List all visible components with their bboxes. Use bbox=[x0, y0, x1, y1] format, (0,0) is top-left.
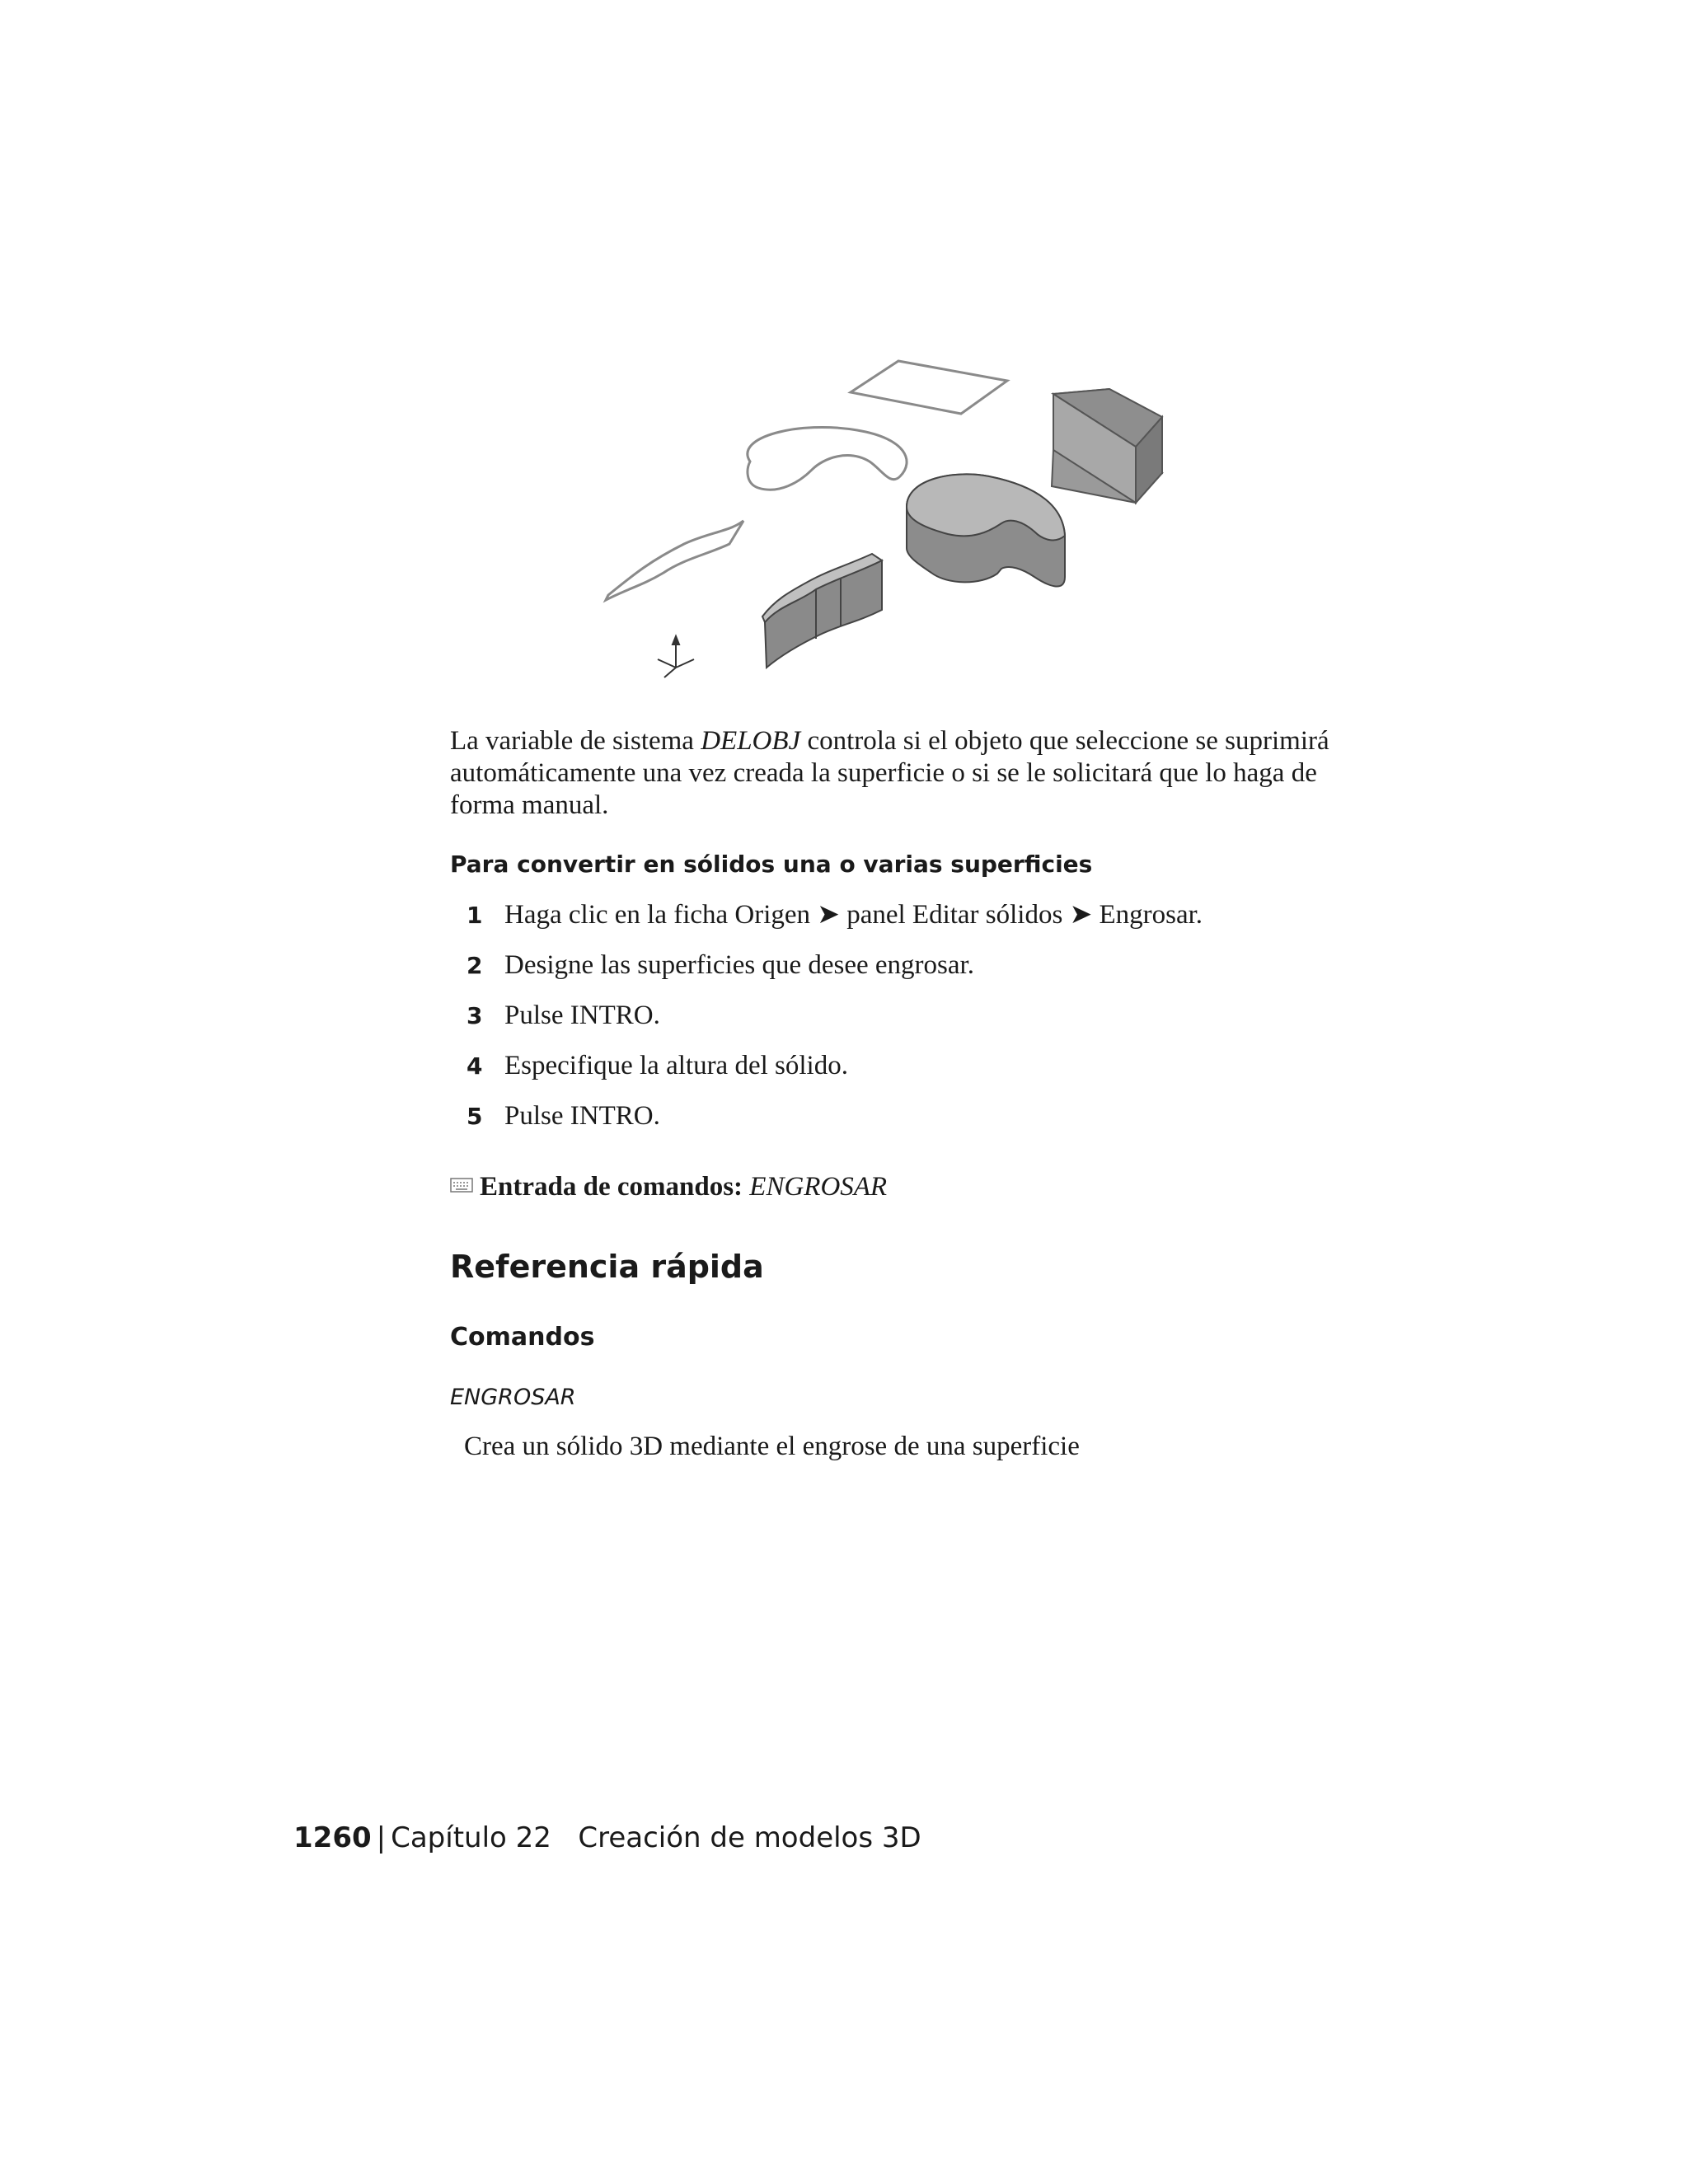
step-number: 4 bbox=[467, 1052, 483, 1080]
step-number: 5 bbox=[467, 1103, 483, 1130]
command-entry bbox=[450, 1170, 887, 1203]
step-text: Designe las superficies que desee engrosar. bbox=[504, 950, 974, 980]
page-footer bbox=[293, 1821, 921, 1854]
figure-drawing bbox=[593, 338, 1187, 701]
procedure-title: Para convertir en sólidos una o varias superficies bbox=[450, 851, 1093, 878]
page-number: 1260 bbox=[293, 1821, 372, 1854]
square-outline bbox=[851, 361, 1007, 414]
chapter-title: Creación de modelos 3D bbox=[578, 1821, 921, 1854]
step-item bbox=[450, 999, 1357, 1049]
curved-outline bbox=[748, 427, 907, 490]
ucs-axes-icon bbox=[658, 636, 694, 677]
step-number: 2 bbox=[467, 952, 483, 979]
step-item bbox=[450, 898, 1357, 949]
delobj-variable: DELOBJ bbox=[701, 726, 801, 756]
wavy-solid bbox=[762, 554, 882, 668]
intro-text-after: controla si el objeto que seleccione se suprimirá automáticamente una vez creada la superficie o si se le solicitará que lo haga de forma manual. bbox=[450, 726, 1329, 820]
keyboard-icon bbox=[450, 1177, 473, 1193]
curved-solid bbox=[907, 474, 1065, 586]
quick-reference-heading: Referencia rápida bbox=[450, 1249, 764, 1285]
chapter-label: Capítulo 22 bbox=[391, 1821, 551, 1854]
step-text: Haga clic en la ficha Origen ➤ panel Editar sólidos ➤ Engrosar. bbox=[504, 900, 1203, 930]
step-item bbox=[450, 1099, 1357, 1150]
step-item bbox=[450, 949, 1357, 999]
step-number: 1 bbox=[467, 902, 483, 929]
step-text: Pulse INTRO. bbox=[504, 1001, 660, 1030]
commands-subheading: Comandos bbox=[450, 1323, 595, 1352]
step-text: Pulse INTRO. bbox=[504, 1101, 660, 1131]
command-description: Crea un sólido 3D mediante el engrose de una superficie bbox=[464, 1432, 1080, 1461]
command-name: ENGROSAR bbox=[450, 1385, 576, 1410]
box-solid bbox=[1052, 389, 1162, 503]
footer-separator: | bbox=[376, 1821, 387, 1854]
wavy-outline bbox=[606, 521, 743, 600]
command-entry-label: Entrada de comandos: bbox=[480, 1172, 743, 1202]
intro-text-before: La variable de sistema bbox=[450, 726, 701, 756]
command-entry-value: ENGROSAR bbox=[749, 1172, 888, 1202]
intro-paragraph bbox=[450, 725, 1340, 822]
procedure-steps bbox=[450, 898, 1357, 1150]
step-number: 3 bbox=[467, 1002, 483, 1029]
surfaces-to-solids-figure bbox=[593, 338, 1187, 701]
step-item bbox=[450, 1049, 1357, 1099]
step-text: Especifique la altura del sólido. bbox=[504, 1051, 848, 1080]
